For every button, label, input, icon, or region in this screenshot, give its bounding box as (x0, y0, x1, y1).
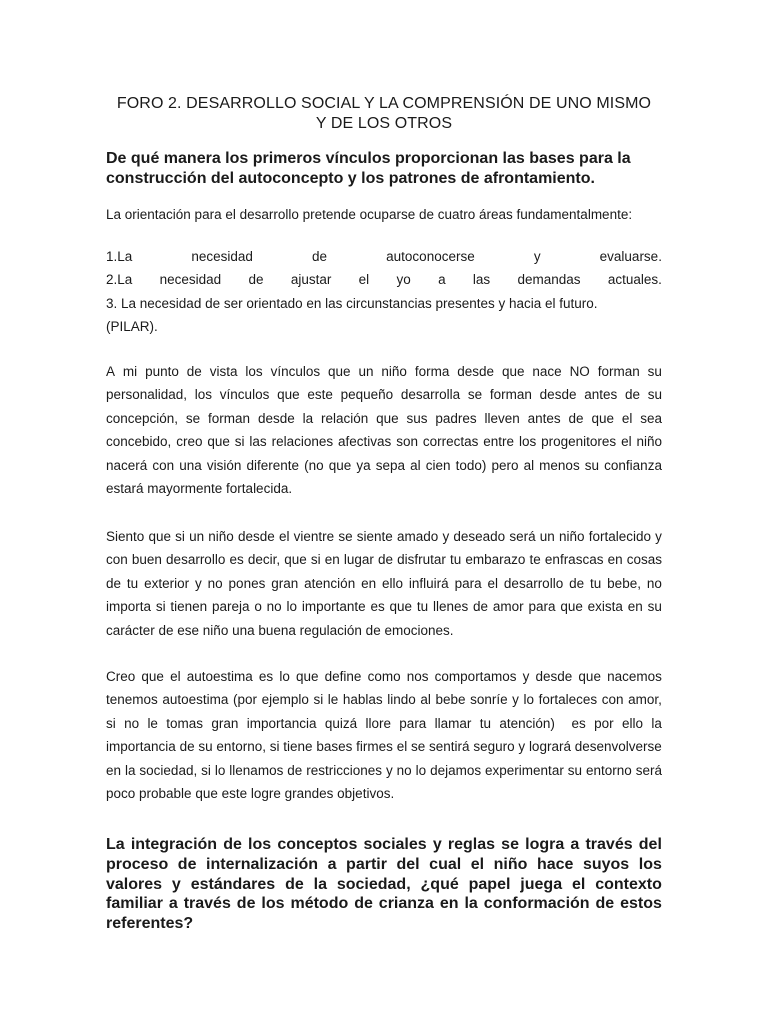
list-word: ajustar (290, 272, 332, 288)
areas-list (106, 245, 662, 338)
body-paragraph-2 (106, 525, 662, 642)
question-line: De qué manera los primeros vínculos proporcionan las bases para la (106, 150, 631, 167)
list-item: 3. La necesidad de ser orientado en las circunstancias presentes y hacia el futuro. (106, 295, 598, 311)
list-word: autoconocerse (386, 249, 475, 264)
list-item-continuation: (PILAR). (106, 318, 158, 334)
list-word: y (533, 249, 541, 264)
question-line: construcción del autoconcepto y los patrones de afrontamiento. (106, 170, 595, 187)
text-line: importancia de su entorno, si tiene bases firmes el se sentirá seguro y logrará desenvolverse (106, 739, 662, 755)
question-heading-1 (106, 149, 662, 189)
list-word: de (312, 249, 328, 264)
text-line: con buen desarrollo es decir, que si en lugar de disfrutar tu embarazo te enfrascas en cosas (106, 552, 662, 568)
list-word: las (472, 272, 491, 288)
text-line: familiar a través de los método de crianza en la conformación de estos (106, 895, 662, 913)
list-item (106, 268, 662, 291)
text-line: A mi punto de vista los vínculos que un niño forma desde que nace NO forman su (106, 364, 662, 379)
body-paragraph-1 (106, 360, 662, 500)
text-line: referentes? (106, 915, 194, 933)
text-line: si no le tomas gran importancia quizá llore para llamar tu atención) es por ello la (106, 715, 662, 731)
text-line: tenemos autoestima (por ejemplo si le hablas lindo al bebe sonríe y lo fortaleces con amor, (106, 692, 662, 708)
text-line: valores y estándares de la sociedad, ¿qué papel juega el contexto (106, 875, 662, 893)
list-word: demandas (517, 272, 581, 288)
title-line: Y DE LOS OTROS (315, 115, 453, 132)
question-heading-2 (106, 835, 662, 934)
text-line: en la sociedad, si lo llenamos de restricciones y no lo dejamos experimentar su entorno será (106, 762, 662, 778)
title-line: FORO 2. DESARROLLO SOCIAL Y LA COMPRENSIÓN DE UNO MISMO (116, 95, 652, 112)
list-word: de (248, 272, 264, 288)
list-word: evaluarse. (599, 249, 662, 264)
text-line: carácter de ese niño una buena regulación de emociones. (106, 622, 454, 638)
list-word: 1.La (106, 249, 133, 264)
list-word: el (358, 272, 370, 288)
list-word: necesidad (159, 272, 222, 288)
list-item (106, 245, 662, 268)
list-word: actuales. (607, 272, 662, 288)
text-line: proceso de internalización a partir del cual el niño hace suyos los (106, 855, 662, 873)
text-line: personalidad, los vínculos que este pequeño desarrolla se forman desde antes de su (106, 387, 662, 403)
text-line: Creo que el autoestima es lo que define como nos comportamos y desde que nacemos (106, 669, 662, 684)
text-line: Siento que si un niño desde el vientre se siente amado y deseado será un niño fortalecido y (106, 529, 662, 544)
text-line: poco probable que este logre grandes objetivos. (106, 786, 395, 802)
text-line: nacerá con una visión diferente (no que ya sepa al cien todo) pero al menos su confianza (106, 457, 662, 473)
text-line: importa si tienen pareja o no lo importante es que tu llenes de amor para que exista en su (106, 599, 662, 615)
list-word: 2.La (106, 272, 133, 288)
intro-paragraph: La orientación para el desarrollo pretende ocuparse de cuatro áreas fundamentalmente: (106, 207, 633, 222)
document-title (106, 94, 662, 134)
body-paragraph-3 (106, 665, 662, 805)
text-line: de tu exterior y no pones gran atención en ello influirá para el desarrollo de tu bebe, no (106, 575, 662, 591)
text-line: estará mayormente fortalecida. (106, 481, 293, 497)
list-word: yo (396, 272, 411, 288)
list-word: a (438, 272, 446, 288)
text-line: concebido, creo que si las relaciones afectivas son correctas entre los progenitores el niño (106, 434, 662, 450)
text-line: La integración de los conceptos sociales y reglas se logra a través del (106, 836, 662, 853)
list-word: necesidad (191, 249, 253, 264)
text-line: concepción, se forman desde la relación que sus padres lleven antes de que el sea (106, 410, 662, 426)
